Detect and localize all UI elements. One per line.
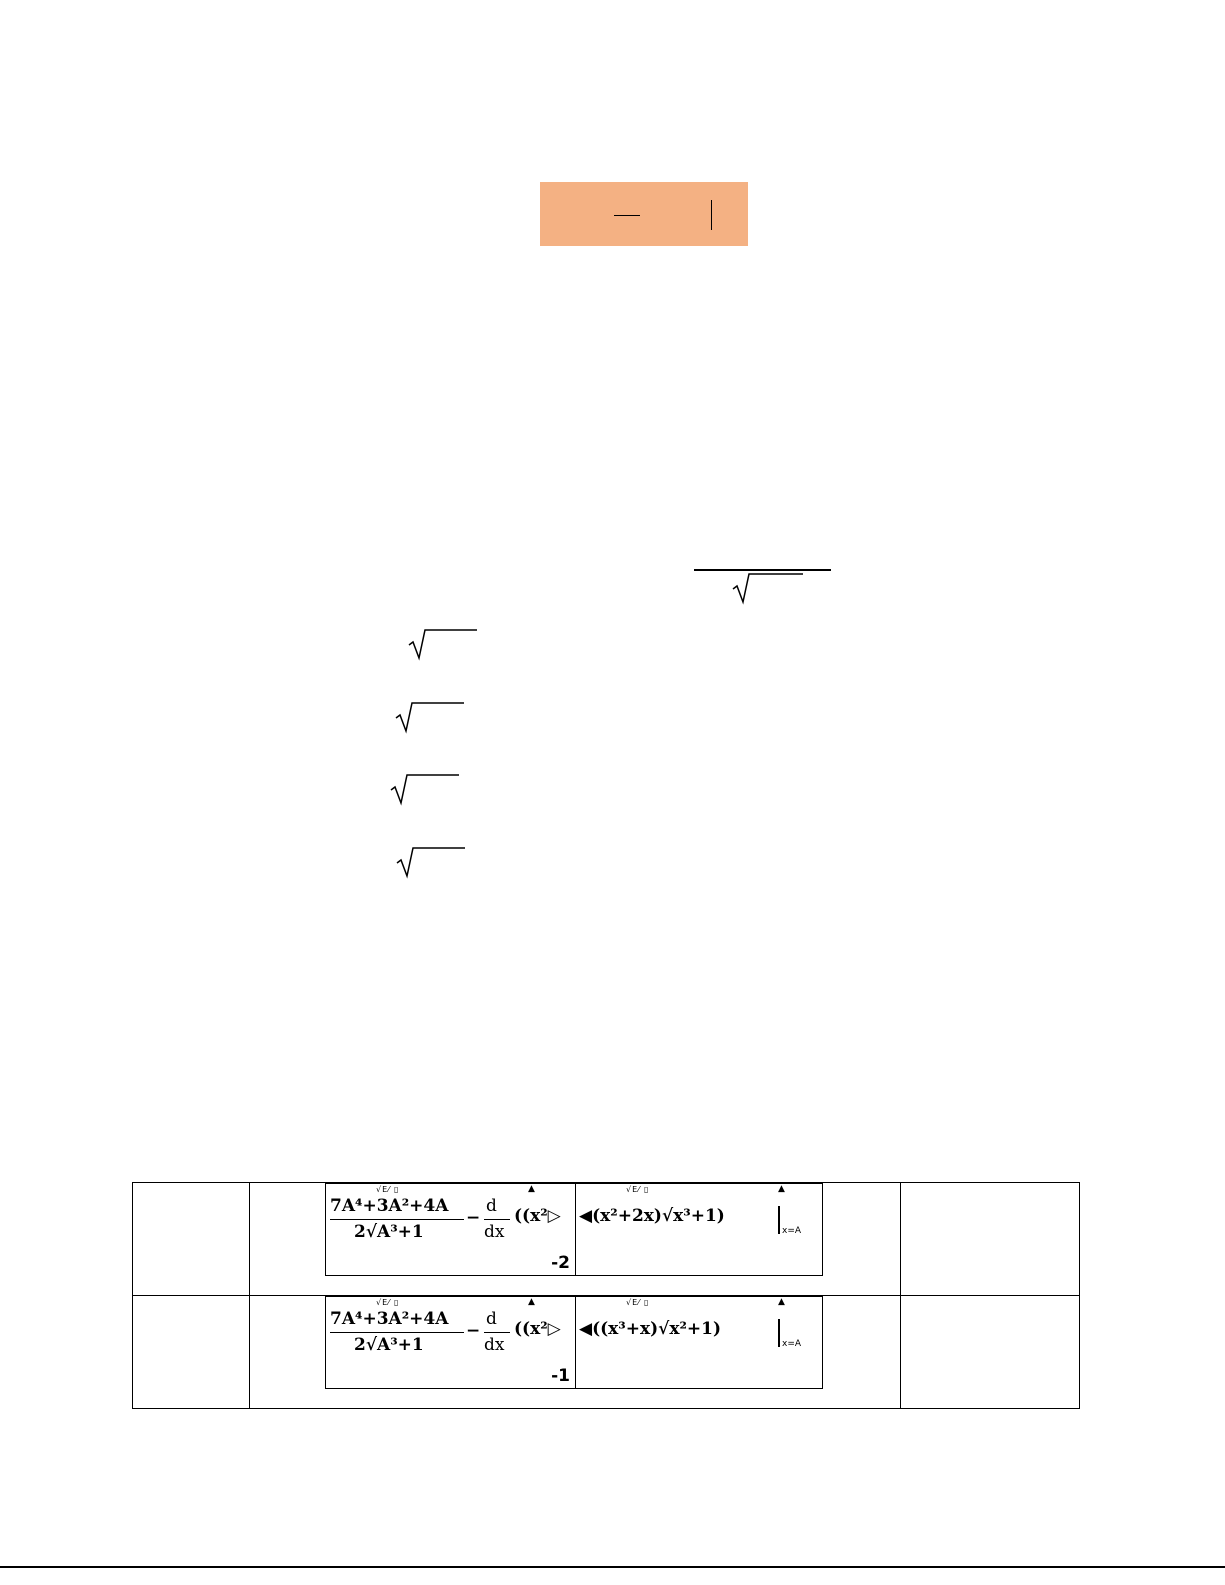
fraction-bar	[330, 1219, 464, 1220]
mode-indicator: √E⁄ ▯	[626, 1185, 650, 1194]
scroll-up-icon: ▲	[528, 1297, 535, 1307]
derivative-dx: dx	[484, 1222, 505, 1242]
highlight-fraction-bar	[614, 215, 640, 216]
derivative-d: d	[486, 1196, 497, 1216]
table-cell	[901, 1296, 1080, 1409]
table-cell	[901, 1183, 1080, 1296]
table-row	[133, 1296, 1080, 1409]
table-cell	[250, 1296, 901, 1409]
mode-indicator: √E⁄ ▯	[626, 1298, 650, 1307]
scroll-up-icon: ▲	[778, 1184, 785, 1194]
derivative-d: d	[486, 1309, 497, 1329]
evaluation-bar	[778, 1206, 780, 1234]
radical-sign	[396, 701, 466, 735]
table-row	[133, 1183, 1080, 1296]
fraction-denominator: 2√A³+1	[354, 1335, 424, 1355]
derivative-bar	[484, 1219, 510, 1220]
radical-sign	[397, 846, 467, 880]
evaluation-bar	[778, 1319, 780, 1347]
table-cell	[133, 1183, 250, 1296]
calculator-screen	[325, 1296, 823, 1389]
expression-right: ◀((x³+x)√x²+1)	[579, 1319, 722, 1339]
mode-indicator: √E⁄ ▯	[376, 1298, 400, 1307]
steps-table	[132, 1182, 1080, 1409]
radical-sign	[409, 628, 479, 662]
screen-divider	[575, 1297, 576, 1388]
derivative-dx: dx	[484, 1335, 505, 1355]
evaluation-point: x=A	[782, 1339, 802, 1349]
fraction-numerator: 7A⁴+3A²+4A	[330, 1196, 449, 1216]
expression-tail: ((x²▷	[514, 1206, 561, 1226]
calculator-screen	[325, 1183, 823, 1276]
derivative-bar	[484, 1332, 510, 1333]
mode-indicator: √E⁄ ▯	[376, 1185, 400, 1194]
fraction-bar	[330, 1332, 464, 1333]
highlight-evaluation-bar	[711, 200, 712, 230]
table-cell	[250, 1183, 901, 1296]
result-value: -1	[551, 1366, 570, 1386]
fraction-numerator: 7A⁴+3A²+4A	[330, 1309, 449, 1329]
fraction-denominator: 2√A³+1	[354, 1222, 424, 1242]
page-bottom-rule	[0, 1566, 1225, 1568]
radical-sign	[733, 572, 805, 606]
fraction-bar	[694, 569, 831, 571]
radical-sign	[391, 773, 461, 807]
expression-tail: ((x²▷	[514, 1319, 561, 1339]
evaluation-point: x=A	[782, 1226, 802, 1236]
table-cell	[133, 1296, 250, 1409]
scroll-up-icon: ▲	[528, 1184, 535, 1194]
scroll-up-icon: ▲	[778, 1297, 785, 1307]
expression-right: ◀(x²+2x)√x³+1)	[579, 1206, 725, 1226]
screen-divider	[575, 1184, 576, 1275]
minus-sign: −	[466, 1321, 481, 1341]
result-value: -2	[551, 1253, 570, 1273]
minus-sign: −	[466, 1208, 481, 1228]
highlighted-formula-box	[540, 182, 748, 246]
